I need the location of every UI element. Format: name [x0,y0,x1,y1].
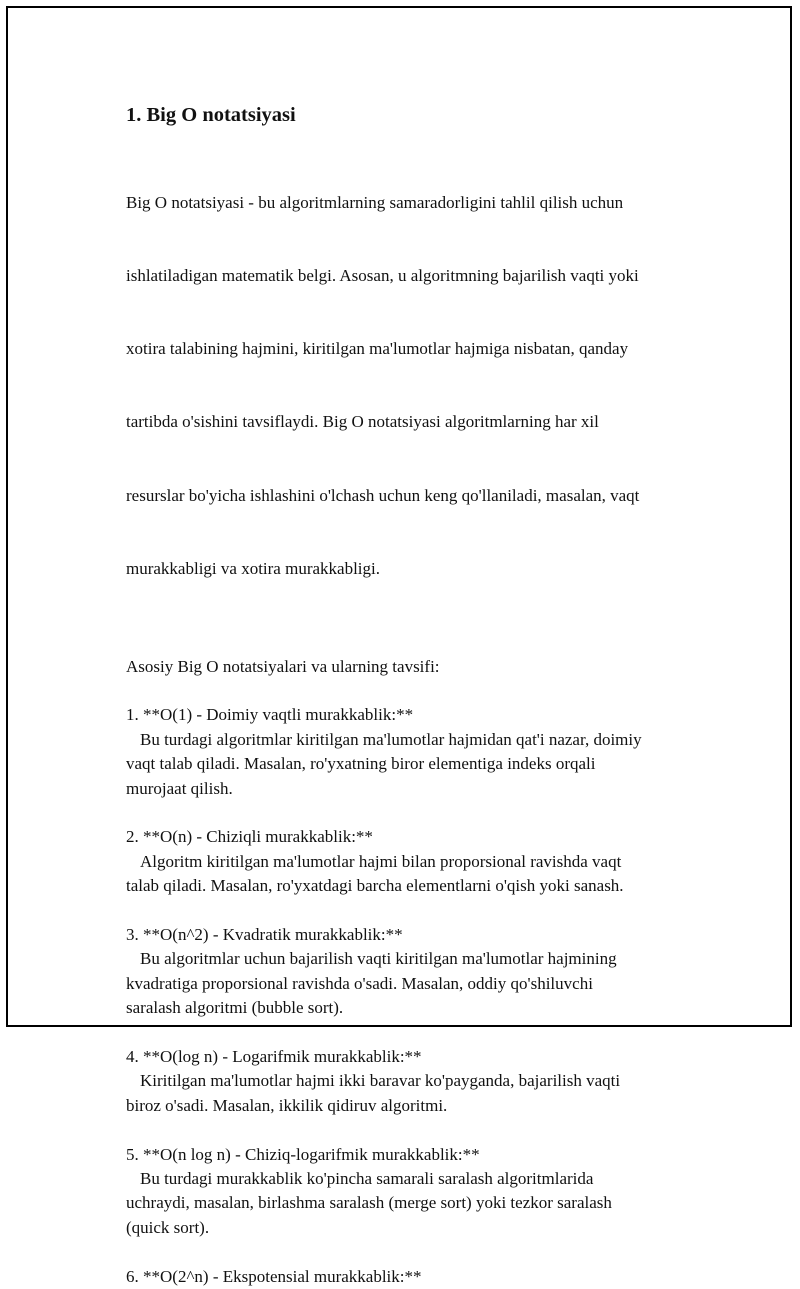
intro-line: tartibda o'sishini tavsiflaydi. Big O notatsiyasi algoritmlarning har xil [126,412,599,432]
intro-paragraph [126,142,696,630]
list-item [126,1265,696,1289]
list-item [126,825,696,898]
list-item-line: Bu turdagi algoritmlar kiritilgan ma'lumotlar hajmidan qat'i nazar, doimiy [140,729,642,749]
list-item-line: murojaat qilish. [126,778,233,798]
list-item-line: Algoritm kiritilgan ma'lumotlar hajmi bilan proporsional ravishda vaqt [140,851,622,871]
list-item-line: biroz o'sadi. Masalan, ikkilik qidiruv algoritmi. [126,1095,448,1115]
list-item-title: 3. **O(n^2) - Kvadratik murakkablik:** [126,924,403,944]
list-item-line: vaqt talab qiladi. Masalan, ro'yxatning biror elementiga indeks orqali [126,754,596,774]
intro-line: murakkabligi va xotira murakkabligi. [126,558,380,578]
list-item-title: 2. **O(n) - Chiziqli murakkablik:** [126,827,373,847]
intro-line: Big O notatsiyasi - bu algoritmlarning samaradorligini tahlil qilish uchun [126,192,624,212]
list-item [126,1143,696,1241]
section-heading: 1. Big O notatsiyasi [126,104,296,126]
list-item-title: 4. **O(log n) - Logarifmik murakkablik:** [126,1046,422,1066]
list-item [126,703,696,801]
list-item-line: talab qiladi. Masalan, ro'yxatdagi barcha elementlarni o'qish yoki sanash. [126,876,624,896]
list-item-line: kvadratiga proporsional ravishda o'sadi. Masalan, oddiy qo'shiluvchi [126,973,593,993]
list-item-line: saralash algoritmi (bubble sort). [126,998,344,1018]
list-item-line: uchraydi, masalan, birlashma saralash (merge sort) yoki tezkor saralash [126,1193,612,1213]
list-item-title: 5. **O(n log n) - Chiziq-logarifmik murakkablik:** [126,1144,480,1164]
list-item-line: Bu turdagi murakkablik ko'pincha samarali saralash algoritmlarida [140,1168,594,1188]
list-item [126,1045,696,1118]
document-body [126,102,696,1289]
intro-line: xotira talabining hajmini, kiritilgan ma'lumotlar hajmiga nisbatan, qanday [126,339,629,359]
intro-line: resurslar bo'yicha ishlashini o'lchash uchun keng qo'llaniladi, masalan, vaqt [126,485,640,505]
list-item-line: Kiritilgan ma'lumotlar hajmi ikki baravar ko'payganda, bajarilish vaqti [140,1071,621,1091]
list-item-title: 6. **O(2^n) - Ekspotensial murakkablik:** [126,1266,422,1286]
list-item-line: (quick sort). [126,1217,210,1237]
list-intro: Asosiy Big O notatsiyalari va ularning tavsifi: [126,656,440,676]
list-item [126,923,696,1021]
intro-line: ishlatiladigan matematik belgi. Asosan, u algoritmning bajarilish vaqti yoki [126,266,639,286]
list-item-line: Bu algoritmlar uchun bajarilish vaqti kiritilgan ma'lumotlar hajmining [140,949,617,969]
list-item-title: 1. **O(1) - Doimiy vaqtli murakkablik:** [126,705,414,725]
page-frame [6,6,792,1286]
